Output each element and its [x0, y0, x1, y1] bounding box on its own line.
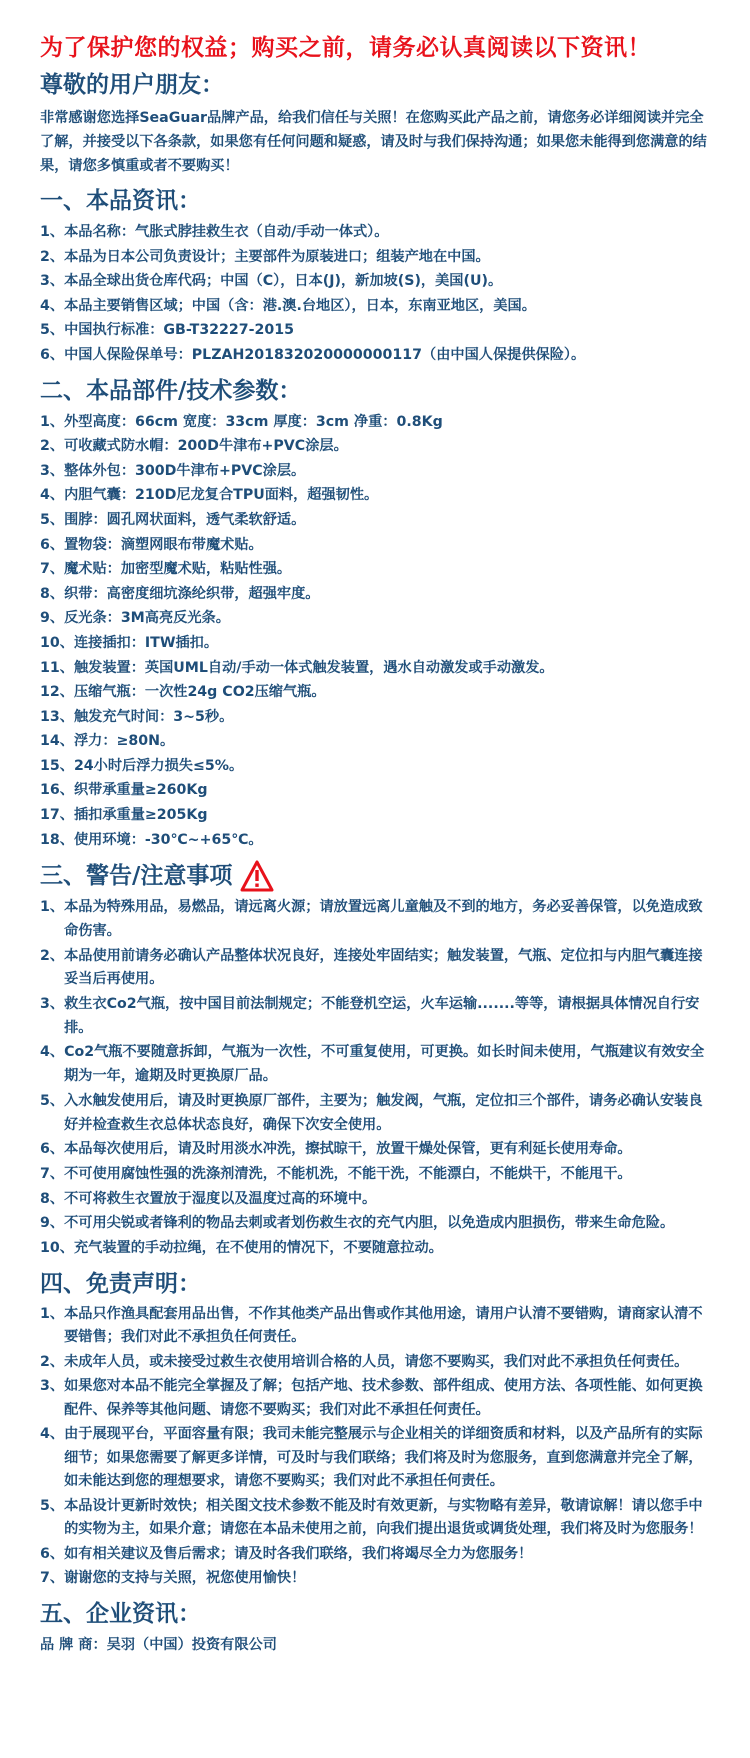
warning-triangle-icon — [240, 860, 274, 892]
list-item: 1、 外型高度：66cm 宽度：33cm 厚度：3cm 净重：0.8Kg — [40, 413, 443, 430]
section-title-product-info — [40, 186, 712, 216]
list-item: 1、 本品只作渔具配套用品出售，不作其他类产品出售或作其他用途，请用户认清不要错购，请商家认清不要错售；我们对此不承担负任何责任。 — [40, 1305, 703, 1346]
section-title-company-info — [40, 1599, 712, 1629]
list-item: 17、 插扣承重量≥205Kg — [40, 807, 208, 824]
list-item: 8、 织带：高密度细坑涤纶织带，超强牢度。 — [40, 585, 320, 602]
list-item: 4、 Co2气瓶不要随意拆卸，气瓶为一次性，不可重复使用，可更换。如长时间未使用，气瓶建议有效安全期为一年，逾期及时更换原厂品。 — [40, 1044, 705, 1085]
list-item: 7、 不可使用腐蚀性强的洗涤剂清洗，不能机洗，不能干洗，不能漂白，不能烘干，不能甩干。 — [40, 1165, 632, 1182]
parameters-list — [40, 410, 712, 853]
list-item: 13、 触发充气时间：3~5秒。 — [40, 708, 234, 725]
list-item: 2、 可收藏式防水帽：200D牛津布+PVC涂层。 — [40, 438, 348, 455]
disclaimer-list — [40, 1303, 712, 1591]
section-title-text: 四、免责声明： — [40, 1270, 201, 1297]
warnings-list — [40, 896, 712, 1261]
section-title-text: 一、本品资讯： — [40, 188, 201, 214]
list-item: 3、 本品全球出货仓库代码；中国（C），日本(J)，新加坡(S)，美国(U)。 — [40, 273, 503, 290]
list-item: 5、 中国执行标准：GB-T32227-2015 — [40, 322, 295, 339]
list-item: 9、 不可用尖锐或者锋利的物品去刺或者划伤救生衣的充气内胆，以免造成内胆损伤，带来生命危险。 — [40, 1215, 675, 1232]
list-item: 8、 不可将救生衣置放于湿度以及温度过高的环境中。 — [40, 1190, 377, 1207]
section-title-text: 五、企业资讯： — [40, 1600, 201, 1627]
section-title-parameters — [40, 376, 712, 406]
list-item: 2、 未成年人员，或未接受过救生衣使用培训合格的人员，请您不要购买，我们对此不承担负任何责任。 — [40, 1353, 689, 1370]
section-title-warnings — [40, 860, 712, 892]
section-title-text: 三、警告/注意事项 — [40, 863, 233, 890]
list-item: 7、 魔术贴：加密型魔术贴，粘贴性强。 — [40, 561, 292, 578]
list-item: 6、 如有相关建议及售后需求；请及时各我们联络，我们将竭尽全力为您服务！ — [40, 1545, 533, 1562]
list-item: 3、 如果您对本品不能完全掌握及了解；包括产地、技术参数、部件组成、使用方法、各项性能、如何更换配件、保养等其他问题、请您不要购买；我们对此不承担任何责任。 — [40, 1378, 703, 1418]
list-item: 1、 本品为特殊用品，易燃品，请远离火源；请放置远离儿童触及不到的地方，务必妥善保管，以免造成致命伤害。 — [40, 899, 703, 939]
list-item: 1、 本品名称：气胀式脖挂救生衣（自动/手动一体式）。 — [40, 224, 389, 240]
list-item: 10、 连接插扣：ITW插扣。 — [40, 634, 219, 651]
list-item: 9、 反光条：3M高亮反光条。 — [40, 610, 230, 627]
list-item: 3、 整体外包：300D牛津布+PVC涂层。 — [40, 462, 306, 479]
list-item: 3、 救生衣Co2气瓶，按中国目前法制规定；不能登机空运，火车运输.......等等，请根据具体情况自行安排。 — [40, 996, 700, 1036]
list-item: 14、 浮力：≥80N。 — [40, 733, 175, 750]
product-info-list — [40, 220, 712, 368]
list-item: 4、 本品主要销售区域；中国（含：港.澳.台地区），日本，东南亚地区，美国。 — [40, 297, 536, 314]
list-item: 12、 压缩气瓶：一次性24g CO2压缩气瓶。 — [40, 684, 326, 701]
greeting-heading: 尊敬的用户朋友： — [40, 72, 224, 98]
list-item: 10、 充气装置的手动拉绳，在不使用的情况下，不要随意拉动。 — [40, 1240, 443, 1257]
list-item: 15、 24小时后浮力损失≤5%。 — [40, 757, 244, 774]
list-item: 16、 织带承重量≥260Kg — [40, 782, 208, 799]
brand-company: 品 牌 商：吴羽（中国）投资有限公司 — [40, 1636, 277, 1653]
list-item: 7、 谢谢您的支持与关照，祝您使用愉快！ — [40, 1570, 306, 1587]
list-item: 2、 本品使用前请务必确认产品整体状况良好，连接处牢固结实；触发装置，气瓶、定位扣与内胆气囊连接妥当后再使用。 — [40, 947, 703, 988]
list-item: 5、 围脖：圆孔网状面料，透气柔软舒适。 — [40, 511, 306, 528]
list-item: 2、 本品为日本公司负责设计；主要部件为原装进口；组装产地在中国。 — [40, 248, 490, 265]
list-item: 5、 入水触发使用后，请及时更换原厂部件，主要为；触发阀，气瓶，定位扣三个部件，请务必确认安装良好并检查救生衣总体状态良好，确保下次安全使用。 — [40, 1092, 703, 1133]
list-item: 5、 本品设计更新时效快；相关图文技术参数不能及时有效更新，与实物略有差异，敬请谅解！请以您手中的实物为主，如果介意；请您在本品未使用之前，向我们提出退货或调货处理，我们将及时为您服务！ — [40, 1497, 703, 1538]
list-item: 6、 中国人保险保单号：PLZAH201832020000000117（由中国人保提供保险）。 — [40, 346, 586, 363]
list-item: 11、 触发装置：英国UML自动/手动一体式触发装置，遇水自动激发或手动激发。 — [40, 659, 554, 676]
list-item: 4、 内胆气囊：210D尼龙复合TPU面料，超强韧性。 — [40, 487, 379, 504]
list-item: 6、 本品每次使用后，请及时用淡水冲洗，擦拭晾干，放置干燥处保管，更有利延长使用寿命。 — [40, 1141, 632, 1158]
section-title-text: 二、本品部件/技术参数： — [40, 377, 302, 404]
list-item: 18、 使用环境：-30℃~+65℃。 — [40, 831, 263, 848]
section-title-disclaimer — [40, 1269, 712, 1299]
intro-paragraph: 非常感谢您选择SeaGuar品牌产品，给我们信任与关照！在您购买此产品之前，请您务必详细阅读并完全了解，并接受以下各条款，如果您有任何问题和疑惑，请及时与我们保持沟通；如果您未能得到您满意的结果，请您多慎重或者不要购买！ — [40, 110, 707, 174]
warning-banner: 为了保护您的权益；购买之前，请务必认真阅读以下资讯！ — [40, 35, 651, 61]
list-item: 4、 由于展现平台，平面容量有限；我司未能完整展示与企业相关的详细资质和材料，以及产品所有的实际细节；如果您需要了解更多详情，可及时与我们联络；我们将及时为您服务，直到您满意并完全了解，如未能达到您的理想要求，请您不要购买；我们对此不承担任何责任。 — [40, 1426, 703, 1490]
list-item: 6、 置物袋：滴塑网眼布带魔术贴。 — [40, 536, 263, 553]
